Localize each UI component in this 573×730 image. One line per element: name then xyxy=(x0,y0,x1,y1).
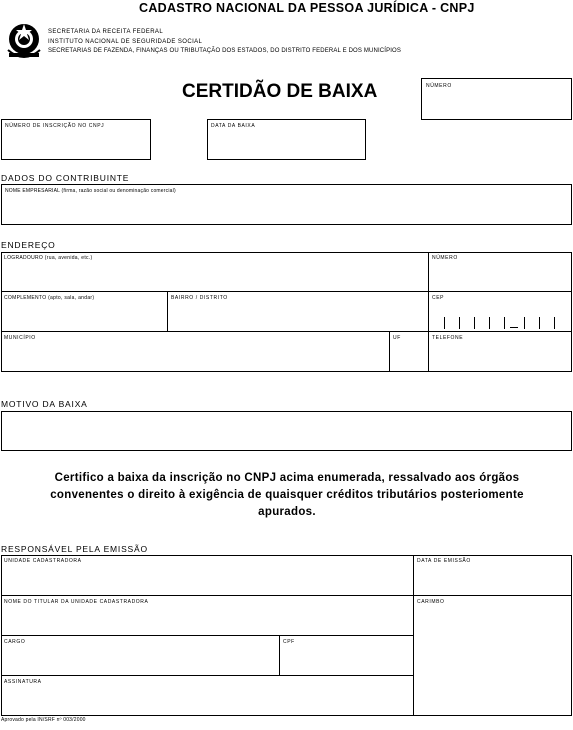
cpf-label: CPF xyxy=(283,639,295,645)
numero-label: NÚMERO xyxy=(426,83,452,89)
cep-field[interactable] xyxy=(429,292,572,331)
municipio-field[interactable] xyxy=(1,332,389,371)
inscricao-cnpj-label: NÚMERO DE INSCRIÇÃO NO CNPJ xyxy=(5,123,105,129)
unidade-cadastradora-field[interactable] xyxy=(1,555,413,595)
agency-line-2: INSTITUTO NACIONAL DE SEGURIDADE SOCIAL xyxy=(48,39,203,45)
telefone-field[interactable] xyxy=(429,332,572,371)
logradouro-label: LOGRADOURO (rua, avenida, etc.) xyxy=(4,255,93,261)
motivo-baixa-field[interactable] xyxy=(1,411,572,451)
certification-text: Certifico a baixa da inscrição no CNPJ acima enumerada, ressalvado aos órgãos convenentes o direito à exigência de quaisquer créditos tributários posteriomente apurados. xyxy=(50,472,524,518)
section-endereco: ENDEREÇO xyxy=(1,240,56,250)
uf-label: UF xyxy=(393,335,401,341)
form-title: CADASTRO NACIONAL DA PESSOA JURÍDICA - CNPJ xyxy=(139,1,475,15)
uf-field[interactable] xyxy=(390,332,428,371)
data-emissao-label: DATA DE EMISSÃO xyxy=(417,558,471,564)
cpf-field[interactable] xyxy=(280,636,413,675)
nome-empresarial-label: NOME EMPRESARIAL (firma, razão social ou denominação comercial) xyxy=(5,188,176,194)
footer-approval-text: Aprovado pela IN/SRF nº 003/2000 xyxy=(1,717,86,723)
assinatura-label: ASSINATURA xyxy=(4,679,42,685)
numero-field[interactable] xyxy=(421,78,572,120)
cargo-field[interactable] xyxy=(1,636,279,675)
endereco-numero-label: NÚMERO xyxy=(432,255,458,261)
municipio-label: MUNICÍPIO xyxy=(4,335,36,341)
complemento-field[interactable] xyxy=(1,292,167,331)
bairro-label: BAIRRO / DISTRITO xyxy=(171,295,228,301)
titular-field[interactable] xyxy=(1,596,413,635)
assinatura-field[interactable] xyxy=(1,676,413,716)
logradouro-field[interactable] xyxy=(1,252,428,291)
section-contribuinte: DADOS DO CONTRIBUINTE xyxy=(1,173,130,183)
complemento-label: COMPLEMENTO (apto, sala, andar) xyxy=(4,295,95,301)
endereco-numero-field[interactable] xyxy=(429,252,572,291)
agency-line-3: SECRETARIAS DE FAZENDA, FINANÇAS OU TRIBUTAÇÃO DOS ESTADOS, DO DISTRITO FEDERAL E DOS MUNICÍPIOS xyxy=(48,48,402,54)
carimbo-field[interactable] xyxy=(414,596,572,716)
cargo-label: CARGO xyxy=(4,639,26,645)
data-emissao-field[interactable] xyxy=(414,555,572,595)
data-baixa-field[interactable] xyxy=(207,119,366,160)
carimbo-label: CARIMBO xyxy=(417,599,445,605)
data-baixa-label: DATA DA BAIXA xyxy=(211,123,256,129)
inscricao-cnpj-field[interactable] xyxy=(1,119,151,160)
document-title: CERTIDÃO DE BAIXA xyxy=(182,81,378,102)
cep-label: CEP xyxy=(432,295,445,301)
section-responsavel: RESPONSÁVEL PELA EMISSÃO xyxy=(1,544,148,554)
titular-label: NOME DO TITULAR DA UNIDADE CADASTRADORA xyxy=(4,599,149,605)
unidade-cadastradora-label: UNIDADE CADASTRADORA xyxy=(4,558,82,564)
nome-empresarial-field[interactable] xyxy=(1,184,572,225)
coat-of-arms-icon xyxy=(3,20,45,62)
bairro-field[interactable] xyxy=(168,292,428,331)
agency-line-1: SECRETARIA DA RECEITA FEDERAL xyxy=(48,29,164,35)
telefone-label: TELEFONE xyxy=(432,335,464,341)
section-motivo: MOTIVO DA BAIXA xyxy=(1,399,88,409)
